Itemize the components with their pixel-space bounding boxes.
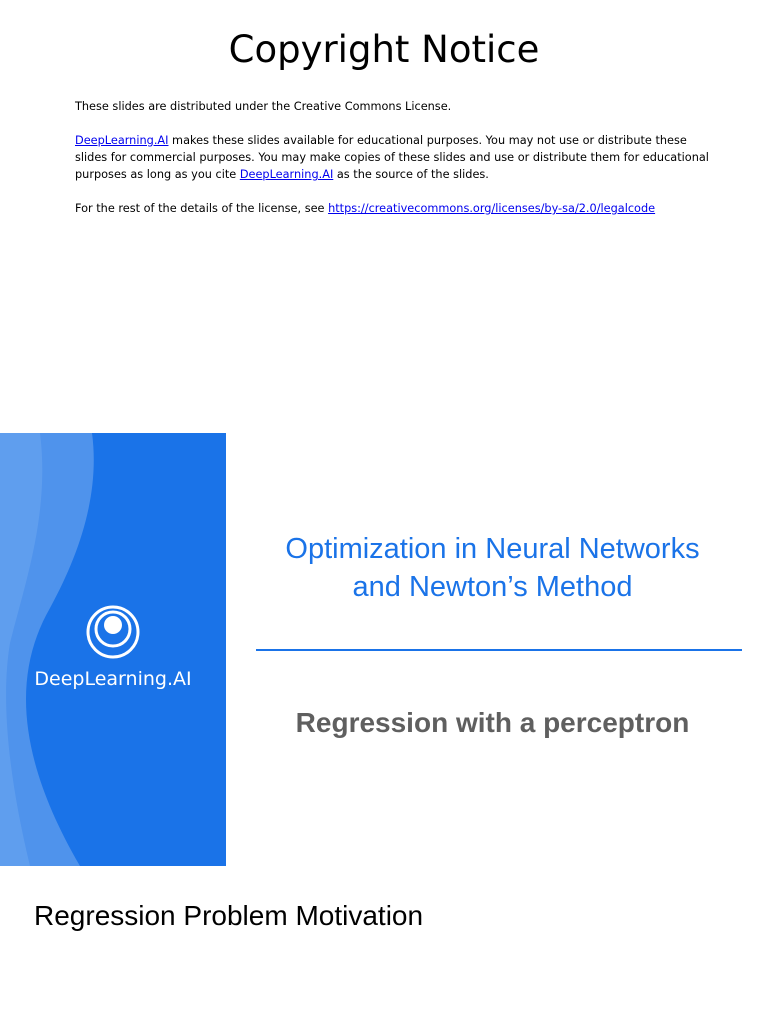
license-details-text: For the rest of the details of the license, see bbox=[75, 202, 329, 215]
brand-name: DeepLearning.AI bbox=[34, 668, 192, 690]
usage-text-end: as the source of the slides. bbox=[333, 168, 489, 181]
deeplearning-logo-icon bbox=[86, 605, 140, 659]
deeplearning-link[interactable]: DeepLearning.AI bbox=[75, 134, 169, 147]
license-url-link[interactable]: https://creativecommons.org/licenses/by-sa/2.0/legalcode bbox=[328, 202, 656, 215]
license-statement: These slides are distributed under the Creative Commons License. bbox=[75, 100, 452, 113]
copyright-title: Copyright Notice bbox=[228, 28, 540, 71]
copyright-body bbox=[75, 98, 715, 234]
next-slide-title: Regression Problem Motivation bbox=[34, 900, 424, 931]
slide-title-line-2: and Newton’s Method bbox=[352, 571, 633, 603]
title-divider bbox=[256, 649, 742, 651]
usage-paragraph bbox=[75, 132, 715, 183]
slide-subtitle: Regression with a perceptron bbox=[295, 707, 690, 738]
license-details-paragraph bbox=[75, 200, 715, 217]
usage-text: makes these slides available for educational purposes. You may not use or distribute these slides for commercial purposes. You may make copies of these slides and use or distribute them for educational purposes as long as you cite bbox=[75, 134, 709, 181]
slide-title-line-1: Optimization in Neural Networks bbox=[285, 533, 700, 565]
slide-title bbox=[240, 530, 745, 606]
deeplearning-link-cite[interactable]: DeepLearning.AI bbox=[239, 168, 334, 181]
